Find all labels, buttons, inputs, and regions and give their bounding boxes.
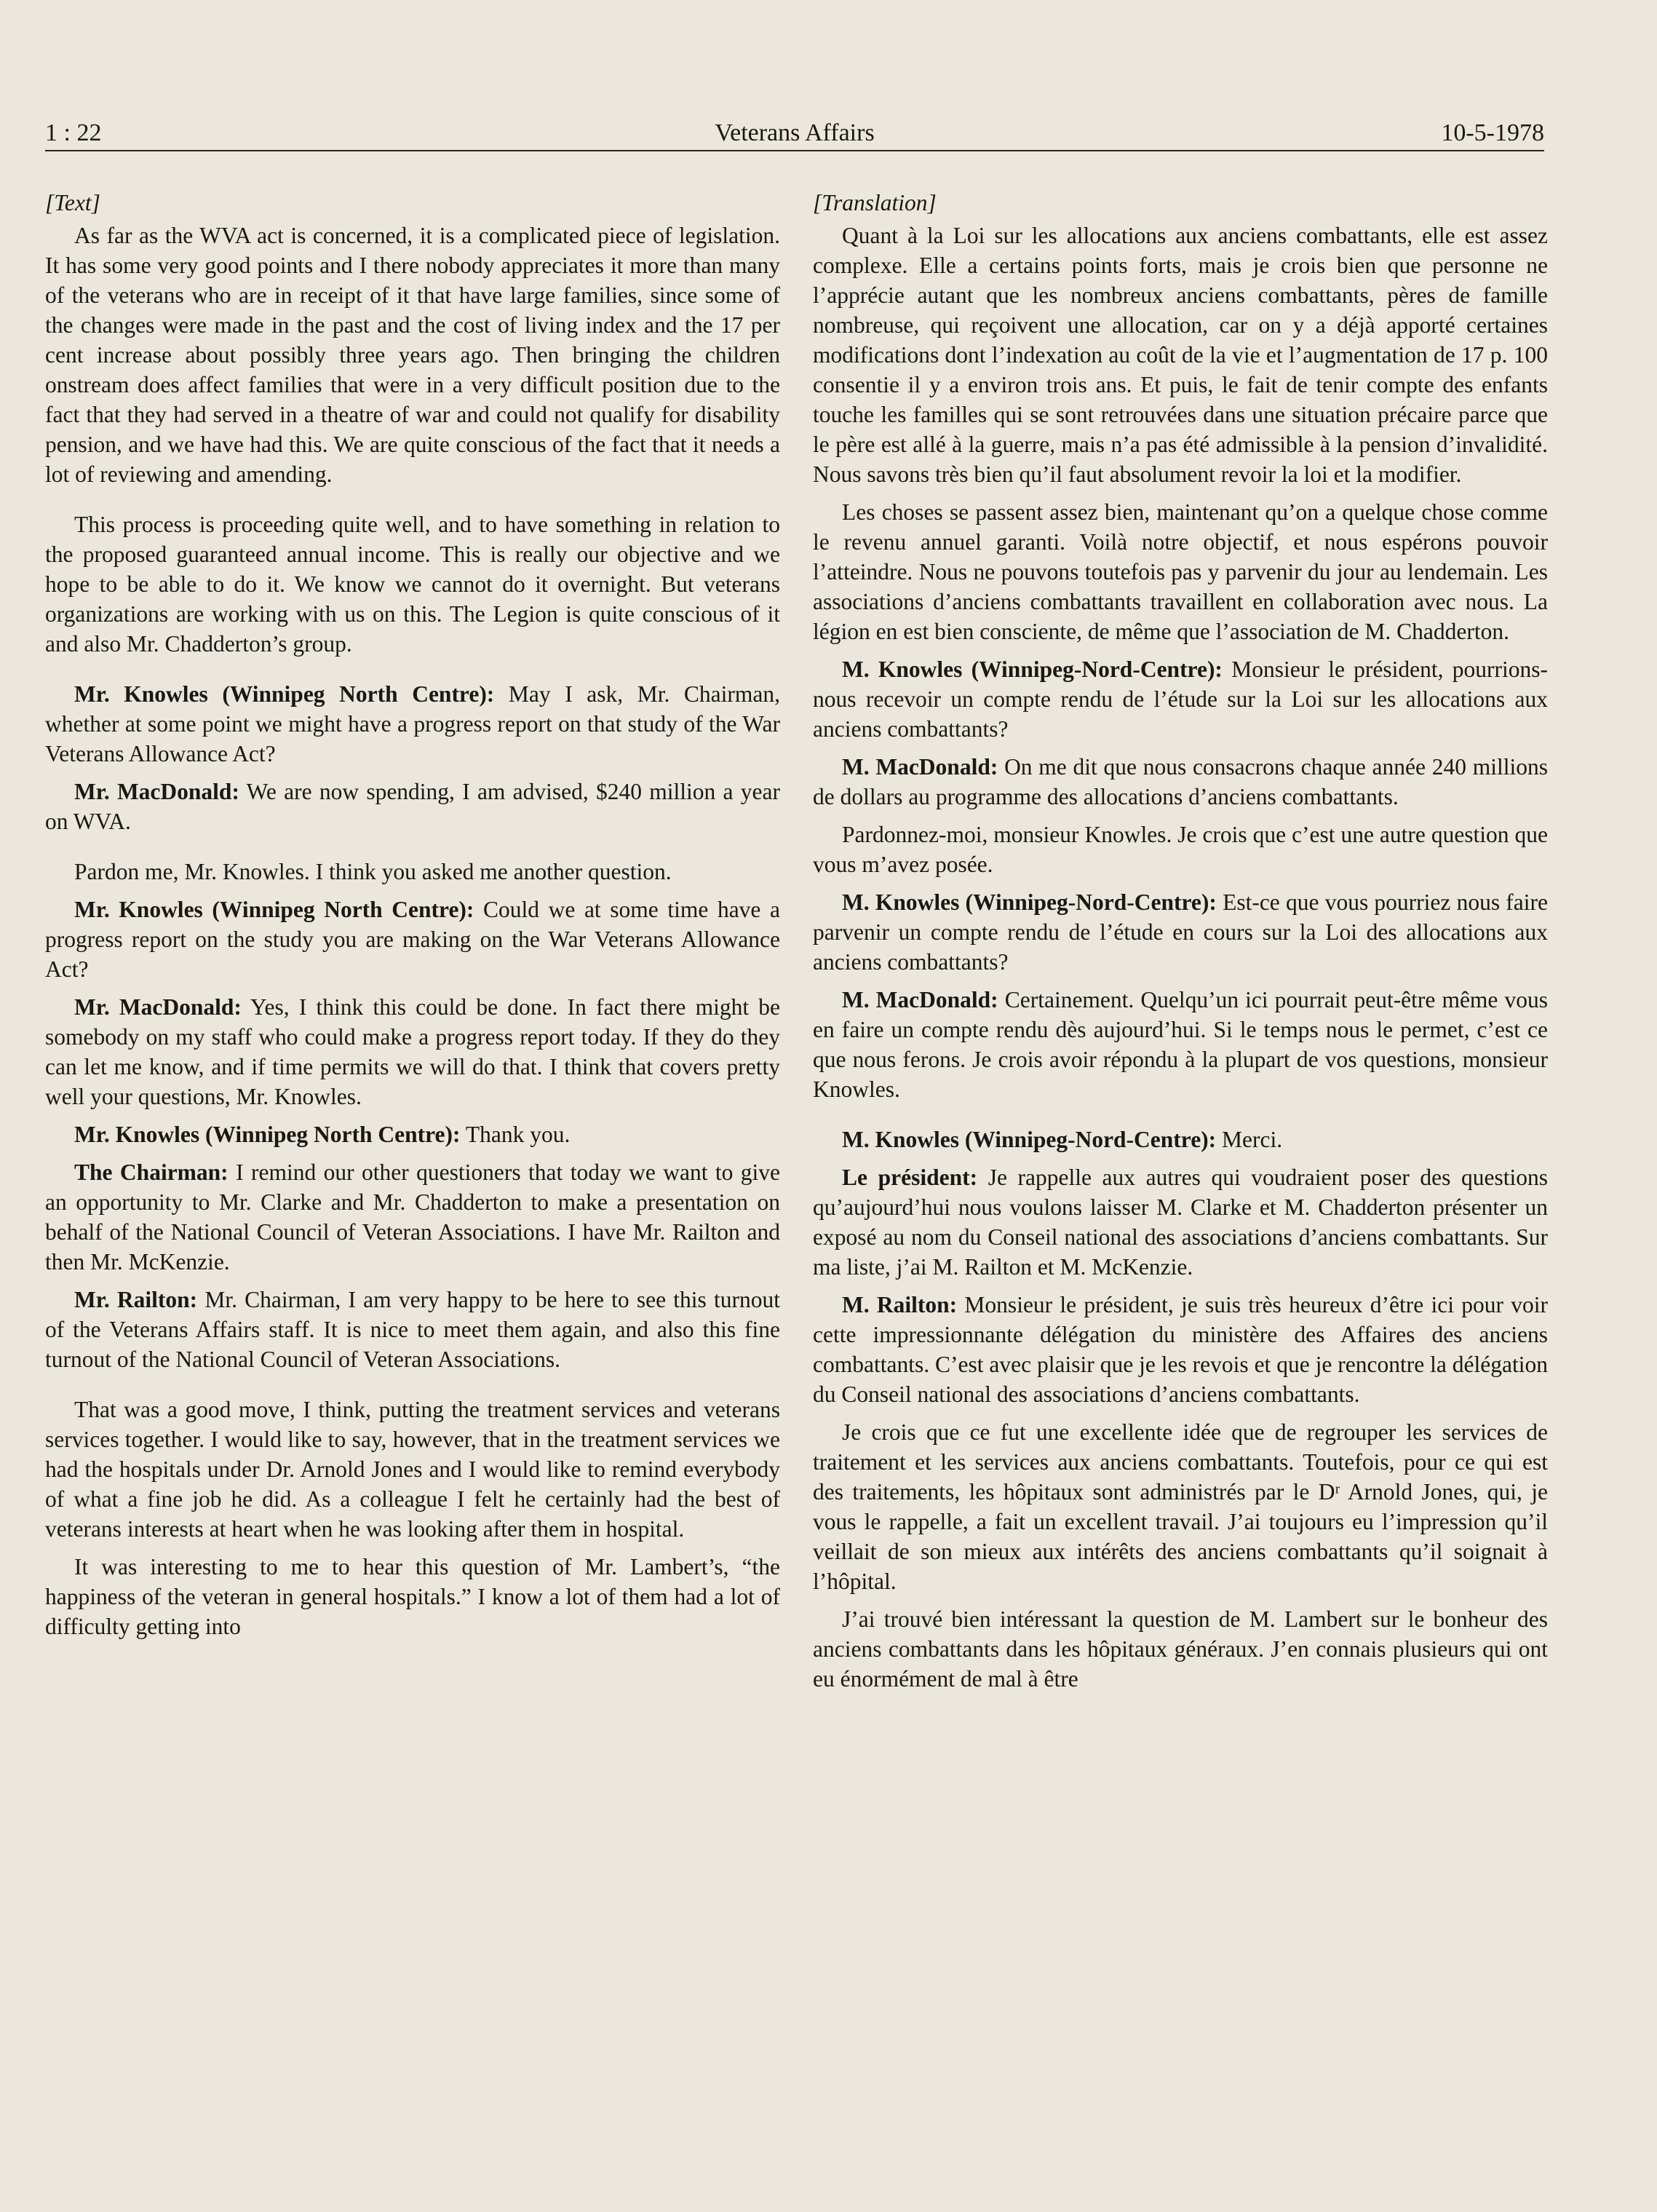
paragraph-text: Merci. bbox=[1222, 1127, 1283, 1152]
speaker-name: M. MacDonald: bbox=[842, 754, 998, 780]
paragraph bbox=[813, 1417, 1548, 1596]
paragraph bbox=[813, 497, 1548, 646]
english-column bbox=[45, 188, 780, 1649]
speaker-name: M. Knowles (Winnipeg-Nord-Centre): bbox=[842, 889, 1217, 915]
paragraph bbox=[813, 654, 1548, 744]
header-rule bbox=[45, 150, 1544, 151]
paragraph-text: On me dit que nous consacrons chaque année 240 millions de dollars au programme des allocations d’anciens combattants. bbox=[813, 754, 1548, 809]
paragraph-text: Thank you. bbox=[465, 1122, 571, 1147]
paragraph-text: I remind our other questioners that today we want to give an opportunity to Mr. Clarke and Mr. Chadderton to make a presentation on behalf of the National Council of Veteran Associations. I have Mr. Railton and then Mr. McKenzie. bbox=[45, 1159, 781, 1275]
paragraph-text: J’ai trouvé bien intéressant la question de M. Lambert sur le bonheur des anciens combattants dans les hôpitaux généraux. J’en connais plusieurs qui ont eu énormément de mal à être bbox=[813, 1606, 1548, 1692]
paragraph bbox=[813, 221, 1548, 489]
speaker-name: The Chairman: bbox=[74, 1159, 229, 1185]
speaker-name: M. Knowles (Winnipeg-Nord-Centre): bbox=[842, 657, 1223, 682]
paragraph-text: Pardon me, Mr. Knowles. I think you asked me another question. bbox=[74, 859, 672, 884]
french-column bbox=[813, 188, 1548, 1702]
paragraph bbox=[45, 221, 780, 489]
speaker-name: Mr. MacDonald: bbox=[74, 994, 242, 1020]
paragraph bbox=[813, 1290, 1548, 1409]
speaker-name: Mr. Knowles (Winnipeg North Centre): bbox=[74, 681, 495, 707]
paragraph-text: It was interesting to me to hear this question of Mr. Lambert’s, “the happiness of the veteran in general hospitals.” I know a lot of them had a lot of difficulty getting into bbox=[45, 1554, 780, 1639]
language-tag: [Text] bbox=[45, 190, 100, 215]
paragraph-text: Pardonnez-moi, monsieur Knowles. Je crois que c’est une autre question que vous m’avez posée. bbox=[813, 822, 1548, 877]
speaker-name: Mr. Knowles (Winnipeg North Centre): bbox=[74, 1122, 461, 1147]
running-header bbox=[45, 116, 1544, 150]
paragraph bbox=[45, 1157, 780, 1277]
paragraph bbox=[813, 1604, 1548, 1694]
paragraph bbox=[45, 1552, 780, 1641]
paragraph bbox=[45, 992, 780, 1111]
paragraph bbox=[45, 1285, 780, 1374]
paragraph-text: Est-ce que vous pourriez nous faire parvenir un compte rendu de l’étude en cours sur la Loi des allocations aux anciens combattants? bbox=[813, 889, 1549, 975]
speaker-name: M. MacDonald: bbox=[842, 987, 998, 1012]
paragraph-text: Monsieur le président, je suis très heureux d’être ici pour voir cette impressionnante délégation du ministère des Affaires des anciens combattants. C’est avec plaisir que je les revois et que je rencontre la délégation du Conseil national des associations d’anciens combattants. bbox=[813, 1292, 1549, 1407]
paragraph bbox=[45, 1119, 780, 1149]
paragraph-text: Je crois que ce fut une excellente idée que de regrouper les services de traitement et les services aux anciens combattants. Toutefois, pour ce qui est des traitements, les hôpitaux sont administrés par le Dʳ Arnold Jones, qui, je vous le rappelle, a fait un excellent travail. J’ai toujours eu l’impression qu’il veillait de son mieux aux intérêts des anciens combattants qu’il soignait à l’hôpital. bbox=[813, 1419, 1548, 1594]
paragraph-text: Je rappelle aux autres qui voudraient poser des questions qu’aujourd’hui nous voulons laisser M. Clarke et M. Chadderton présenter un exposé au nom du Conseil national des associations d’anciens combattants. Sur ma liste, j’ai M. Railton et M. McKenzie. bbox=[813, 1165, 1548, 1280]
paragraph-text: Yes, I think this could be done. In fact there might be somebody on my staff who could make a progress report today. If they do they can let me know, and if time permits we will do that. I think that covers pretty well your questions, Mr. Knowles. bbox=[45, 994, 780, 1109]
paragraph bbox=[45, 895, 780, 984]
paragraph-text: Les choses se passent assez bien, maintenant qu’on a quelque chose comme le revenu annuel garanti. Voilà notre objectif, et nous espérons pouvoir l’atteindre. Nous ne pouvons toutefois pas y parvenir du jour au lendemain. Les associations d’anciens combattants travaillent en collaboration avec nous. La légion en est bien consciente, de même que l’association de M. Chadderton. bbox=[813, 499, 1548, 644]
paragraph bbox=[813, 887, 1548, 977]
speaker-name: Mr. MacDonald: bbox=[74, 779, 239, 804]
running-title: Veterans Affairs bbox=[715, 119, 875, 146]
paragraph-text: Monsieur le président, pourrions-nous recevoir un compte rendu de l’étude sur la Loi sur les allocations aux anciens combattants? bbox=[813, 657, 1549, 742]
paragraph bbox=[813, 1125, 1548, 1154]
speaker-name: Le président: bbox=[842, 1165, 978, 1190]
paragraph bbox=[813, 752, 1548, 812]
paragraph-text: That was a good move, I think, putting the treatment services and veterans services together. I would like to say, however, that in the treatment services we had the hospitals under Dr. Arnold Jones and I would like to remind everybody of what a fine job he did. As a colleague I felt he certainly had the best of veterans interests at heart when he was looking after them in hospital. bbox=[45, 1397, 780, 1542]
paragraph bbox=[45, 857, 780, 887]
paragraph bbox=[45, 679, 780, 769]
paragraph bbox=[45, 1395, 780, 1544]
speaker-name: Mr. Knowles (Winnipeg North Centre): bbox=[74, 897, 474, 922]
language-tag: [Translation] bbox=[813, 190, 937, 215]
paragraph bbox=[45, 510, 780, 659]
paragraph-text: Quant à la Loi sur les allocations aux anciens combattants, elle est assez complexe. Elle a certains points forts, mais je crois bien que personne ne l’apprécie autant que les nombreux anciens combattants, pères de famille nombreuse, qui reçoivent une allocation, car on y a déjà apporté certaines modifications dont l’indexation au coût de la vie et l’augmentation de 17 p. 100 consentie il y a environ trois ans. Et puis, le fait de tenir compte des enfants touche les familles qui se sont retrouvées dans une situation précaire parce que le père est allé à la guerre, mais n’a pas été admissible à la pension d’invalidité. Nous savons très bien qu’il faut absolument revoir la loi et la modifier. bbox=[813, 223, 1548, 487]
speaker-name: M. Knowles (Winnipeg-Nord-Centre): bbox=[842, 1127, 1217, 1152]
paragraph bbox=[813, 1162, 1548, 1282]
page-number: 1 : 22 bbox=[45, 119, 102, 146]
meeting-date: 10-5-1978 bbox=[1441, 119, 1544, 146]
paragraph bbox=[45, 777, 780, 836]
paragraph-text: Could we at some time have a progress report on the study you are making on the War Veterans Allowance Act? bbox=[45, 897, 780, 982]
paragraph-text: Certainement. Quelqu’un ici pourrait peut-être même vous en faire un compte rendu dès aujourd’hui. Si le temps nous le permet, c’est ce que nous ferons. Je crois avoir répondu à la plupart de vos questions, monsieur Knowles. bbox=[813, 987, 1548, 1102]
speaker-name: M. Railton: bbox=[842, 1292, 958, 1317]
paragraph-text: This process is proceeding quite well, and to have something in relation to the proposed guaranteed annual income. This is really our objective and we hope to be able to do it. We know we cannot do it overnight. But veterans organizations are working with us on this. The Legion is quite conscious of it and also Mr. Chadderton’s group. bbox=[45, 512, 780, 657]
paragraph-text: May I ask, Mr. Chairman, whether at some point we might have a progress report on that study of the War Veterans Allowance Act? bbox=[45, 681, 780, 766]
paragraph bbox=[813, 820, 1548, 879]
paragraph-text: Mr. Chairman, I am very happy to be here to see this turnout of the Veterans Affairs staff. It is nice to meet them again, and also this fine turnout of the National Council of Veteran Associations. bbox=[45, 1287, 780, 1372]
paragraph-text: We are now spending, I am advised, $240 million a year on WVA. bbox=[45, 779, 781, 834]
paragraph bbox=[813, 985, 1548, 1104]
paragraph-text: As far as the WVA act is concerned, it is a complicated piece of legislation. It has some very good points and I there nobody appreciates it more than many of the veterans who are in receipt of it that have large families, since some of the changes were made in the past and the cost of living index and the 17 per cent increase about possibly three years ago. Then bringing the children onstream does affect families that were in a very difficult position due to the fact that they had served in a theatre of war and could not qualify for disability pension, and we have had this. We are quite conscious of the fact that it needs a lot of reviewing and amending. bbox=[45, 223, 780, 487]
speaker-name: Mr. Railton: bbox=[74, 1287, 198, 1312]
